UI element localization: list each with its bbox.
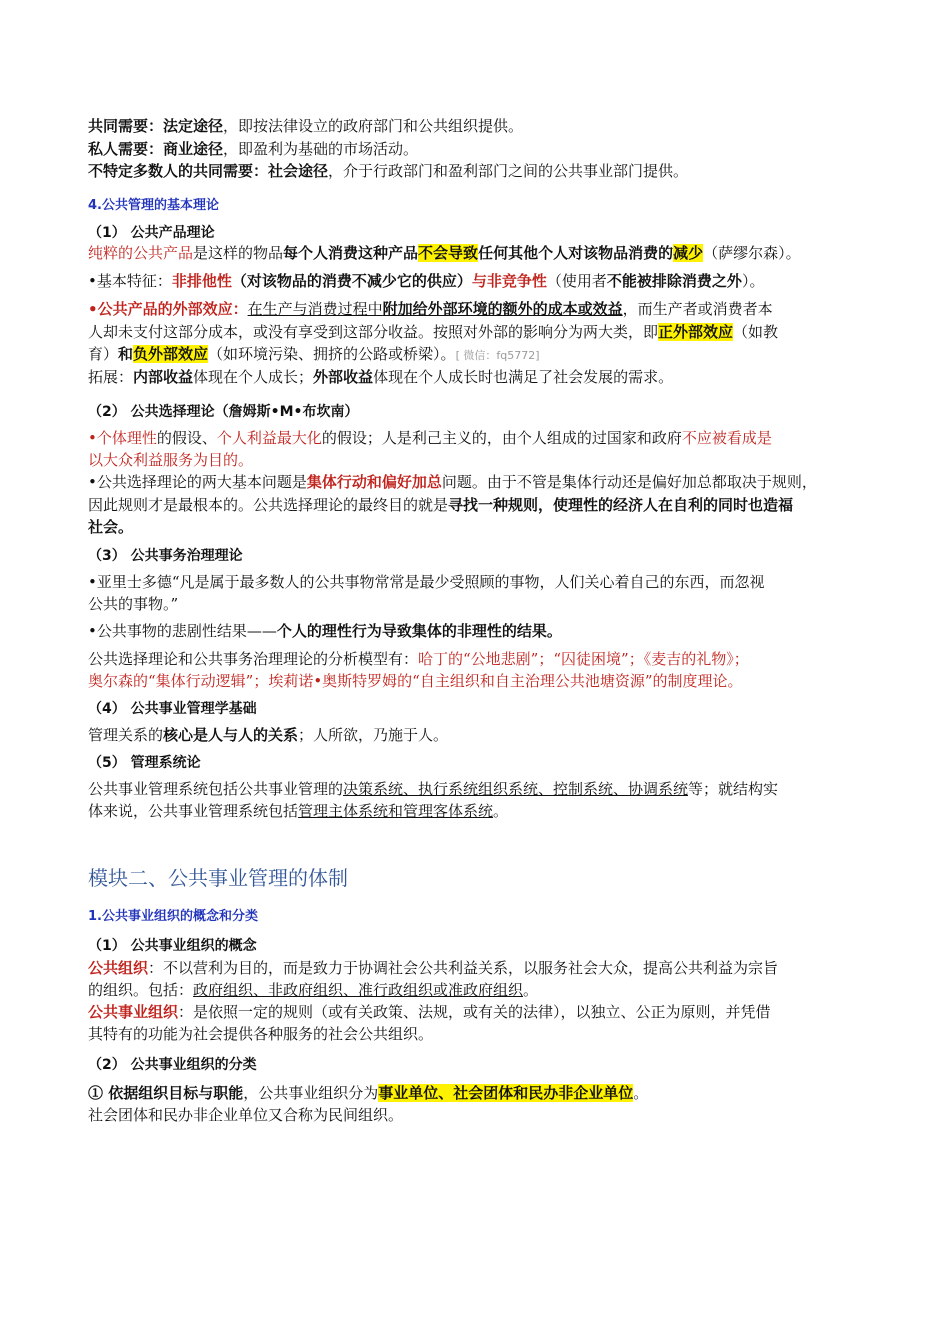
subsection-title: （5） 管理系统论 bbox=[88, 755, 201, 771]
bold-term: 私人需要：商业途径 bbox=[88, 140, 224, 158]
text-run: ，公共事业组织分为 bbox=[243, 1084, 379, 1102]
text-run: 的假设、 bbox=[156, 429, 217, 447]
text-line bbox=[88, 270, 880, 292]
bold-term: （对该物品的消费不减少它的供应） bbox=[231, 272, 472, 290]
text-run: 社会团体和民办非企业单位又合称为民间组织。 bbox=[88, 1106, 404, 1124]
red-term: 非排他性 bbox=[171, 272, 232, 290]
highlight-term: 事业单位、社会团体和民办非企业单位 bbox=[378, 1084, 634, 1102]
bold-term: 外部收益 bbox=[313, 368, 374, 386]
underlined-bold-text: 附加给外部环境的额外的成本或效益 bbox=[382, 300, 623, 318]
text-run: 。 bbox=[633, 1084, 649, 1102]
highlight-term: 负外部效应 bbox=[133, 345, 209, 363]
bold-term: 社会。 bbox=[88, 518, 134, 536]
text-run: 。 bbox=[523, 981, 539, 999]
red-term: 公共组织 bbox=[88, 959, 149, 977]
text-line bbox=[88, 800, 880, 822]
bold-term: 每个人消费这种产品 bbox=[283, 244, 419, 262]
bold-term: 任何其他个人对该物品消费的 bbox=[478, 244, 674, 262]
text-run: ；人所欲，乃施于人。 bbox=[298, 726, 449, 744]
text-line bbox=[88, 471, 880, 493]
text-run: ：是依照一定的规则（或有关政策、法规，或有关的法律），以独立、公正为原则，并凭借 bbox=[178, 1003, 771, 1021]
underlined-text: 决策系统、执行系统组织系统、控制系统、协调系统 bbox=[343, 780, 689, 798]
bold-term: 不能被排除消费之外 bbox=[606, 272, 742, 290]
text-run: 。 bbox=[493, 802, 509, 820]
text-line bbox=[88, 516, 880, 538]
text-line bbox=[88, 242, 880, 264]
text-run: （如环境污染、拥挤的公路或桥梁）。 bbox=[208, 345, 456, 363]
red-term: 纯粹的公共产品 bbox=[88, 244, 194, 262]
text-run: （如教 bbox=[733, 323, 779, 341]
text-run: 的假设；人是利己主义的，由个人组成的过国家和政府 bbox=[321, 429, 682, 447]
text-run: •公共选择理论的两大基本问题是 bbox=[88, 473, 307, 491]
bullet: • bbox=[88, 429, 97, 447]
text-run: 的组织。包括： bbox=[88, 981, 194, 999]
text-line bbox=[88, 778, 880, 800]
text-line bbox=[88, 494, 880, 516]
text-run: 是这样的物品 bbox=[193, 244, 284, 262]
text-run: ，即按法律设立的政府部门和公共组织提供。 bbox=[223, 117, 524, 135]
text-line bbox=[88, 160, 880, 182]
text-line bbox=[88, 1082, 880, 1104]
underlined-text: 管理主体系统和管理客体系统 bbox=[298, 802, 494, 820]
red-term: 不应被看成是 bbox=[681, 429, 772, 447]
subsection-title: （1） 公共产品理论 bbox=[88, 225, 215, 241]
text-run: 公共的事物。” bbox=[88, 595, 179, 613]
subsection-title: （2） 公共选择理论（詹姆斯•M•布坎南） bbox=[88, 404, 359, 420]
text-run: 体来说，公共事业管理系统包括 bbox=[88, 802, 299, 820]
subsection-title: （1） 公共事业组织的概念 bbox=[88, 938, 257, 954]
red-term: 以大众利益服务为目的。 bbox=[88, 451, 254, 469]
text-run: 公共事业管理系统包括公共事业管理的 bbox=[88, 780, 344, 798]
text-line bbox=[88, 1001, 880, 1023]
text-line bbox=[88, 670, 880, 692]
text-line bbox=[88, 1023, 880, 1045]
text-line bbox=[88, 138, 880, 160]
text-line bbox=[88, 979, 880, 1001]
red-term: 个体理性 bbox=[96, 429, 157, 447]
bold-term: 内部收益 bbox=[133, 368, 194, 386]
text-run: 体现在个人成长时也满足了社会发展的需求。 bbox=[373, 368, 674, 386]
text-line bbox=[88, 298, 880, 320]
text-run: （萨缪尔森）。 bbox=[703, 244, 801, 262]
highlight-term: 正外部效应 bbox=[658, 323, 734, 341]
text-line bbox=[88, 593, 880, 615]
module-title: 模块二、公共事业管理的体制 bbox=[88, 866, 348, 890]
text-run: •公共事物的悲剧性结果—— bbox=[88, 622, 277, 640]
text-run: （使用者 bbox=[546, 272, 607, 290]
text-run: •基本特征： bbox=[88, 272, 172, 290]
underlined-text: 政府组织、非政府组织、准行政组织或准政府组织 bbox=[193, 981, 524, 999]
bold-term: 寻找一种规则，使理性的经济人在自利的同时也造福 bbox=[448, 496, 794, 514]
section-heading: 4.公共管理的基本理论 bbox=[88, 198, 219, 213]
section-heading: 1.公共事业组织的概念和分类 bbox=[88, 909, 258, 924]
text-run: ：不以营利为目的，而是致力于协调社会公共利益关系，以服务社会大众，提高公共利益为宗旨 bbox=[148, 959, 779, 977]
underlined-text: 在生产与消费过程中 bbox=[247, 300, 383, 318]
text-line bbox=[88, 366, 880, 388]
text-run: ，而生产者或消费者本 bbox=[622, 300, 773, 318]
red-term: •公共产品的外部效应： bbox=[88, 300, 248, 318]
text-run: 管理关系的 bbox=[88, 726, 164, 744]
bold-term: 核心是人与人的关系 bbox=[163, 726, 299, 744]
subsection-title: （2） 公共事业组织的分类 bbox=[88, 1057, 257, 1073]
red-term: 公共事业组织 bbox=[88, 1003, 179, 1021]
red-term: 集体行动和偏好加总 bbox=[306, 473, 442, 491]
text-line bbox=[88, 571, 880, 593]
subsection-title: （3） 公共事务治理理论 bbox=[88, 548, 243, 564]
text-line bbox=[88, 648, 880, 670]
highlight-term: 不会导致 bbox=[418, 244, 479, 262]
text-run: 其特有的功能为社会提供各种服务的社会公共组织。 bbox=[88, 1025, 434, 1043]
text-line bbox=[88, 449, 880, 471]
bold-term: 共同需要：法定途径 bbox=[88, 117, 224, 135]
bold-term: 不特定多数人的共同需要：社会途径 bbox=[88, 162, 329, 180]
text-line bbox=[88, 321, 880, 343]
bold-term: ① 依据组织目标与职能 bbox=[88, 1084, 244, 1102]
text-line bbox=[88, 620, 880, 642]
text-run: 因此规则才是最根本的。公共选择理论的最终目的就是 bbox=[88, 496, 449, 514]
bold-term: 个人的理性行为导致集体的非理性的结果。 bbox=[276, 622, 562, 640]
text-line bbox=[88, 427, 880, 449]
text-run: ，即盈利为基础的市场活动。 bbox=[223, 140, 419, 158]
red-term: 奥尔森的“集体行动逻辑”；埃莉诺•奥斯特罗姆的“自主组织和自主治理公共池塘资源”的制度理论。 bbox=[88, 672, 743, 690]
text-run: 育） bbox=[88, 345, 119, 363]
watermark-text: [ 微信：fq5772] bbox=[455, 349, 540, 362]
text-line bbox=[88, 724, 880, 746]
text-run: 等；就结构实 bbox=[688, 780, 779, 798]
red-term: 与非竞争性 bbox=[471, 272, 547, 290]
red-term: 个人利益最大化 bbox=[216, 429, 322, 447]
text-run: •亚里士多德“凡是属于最多数人的公共事物常常是最少受照顾的事物，人们关心着自己的东西，而忽视 bbox=[88, 573, 765, 591]
text-run: 公共选择理论和公共事务治理理论的分析模型有： bbox=[88, 650, 419, 668]
text-run: 拓展： bbox=[88, 368, 134, 386]
subsection-title: （4） 公共事业管理学基础 bbox=[88, 701, 257, 717]
text-run: 人却未支付这部分成本，或没有享受到这部分收益。按照对外部的影响分为两大类，即 bbox=[88, 323, 659, 341]
text-line bbox=[88, 957, 880, 979]
highlight-term: 减少 bbox=[673, 244, 704, 262]
bold-term: 和 bbox=[118, 345, 134, 363]
text-line bbox=[88, 1104, 880, 1126]
text-run: 问题。由于不管是集体行动还是偏好加总都取决于规则， bbox=[441, 473, 817, 491]
text-run: 体现在个人成长； bbox=[193, 368, 314, 386]
red-term: 哈丁的“公地悲剧”；“囚徒困境”；《麦吉的礼物》； bbox=[418, 650, 749, 668]
text-line bbox=[88, 115, 880, 137]
text-run: ，介于行政部门和盈利部门之间的公共事业部门提供。 bbox=[328, 162, 689, 180]
text-line bbox=[88, 343, 880, 367]
text-run: ）。 bbox=[741, 272, 765, 290]
